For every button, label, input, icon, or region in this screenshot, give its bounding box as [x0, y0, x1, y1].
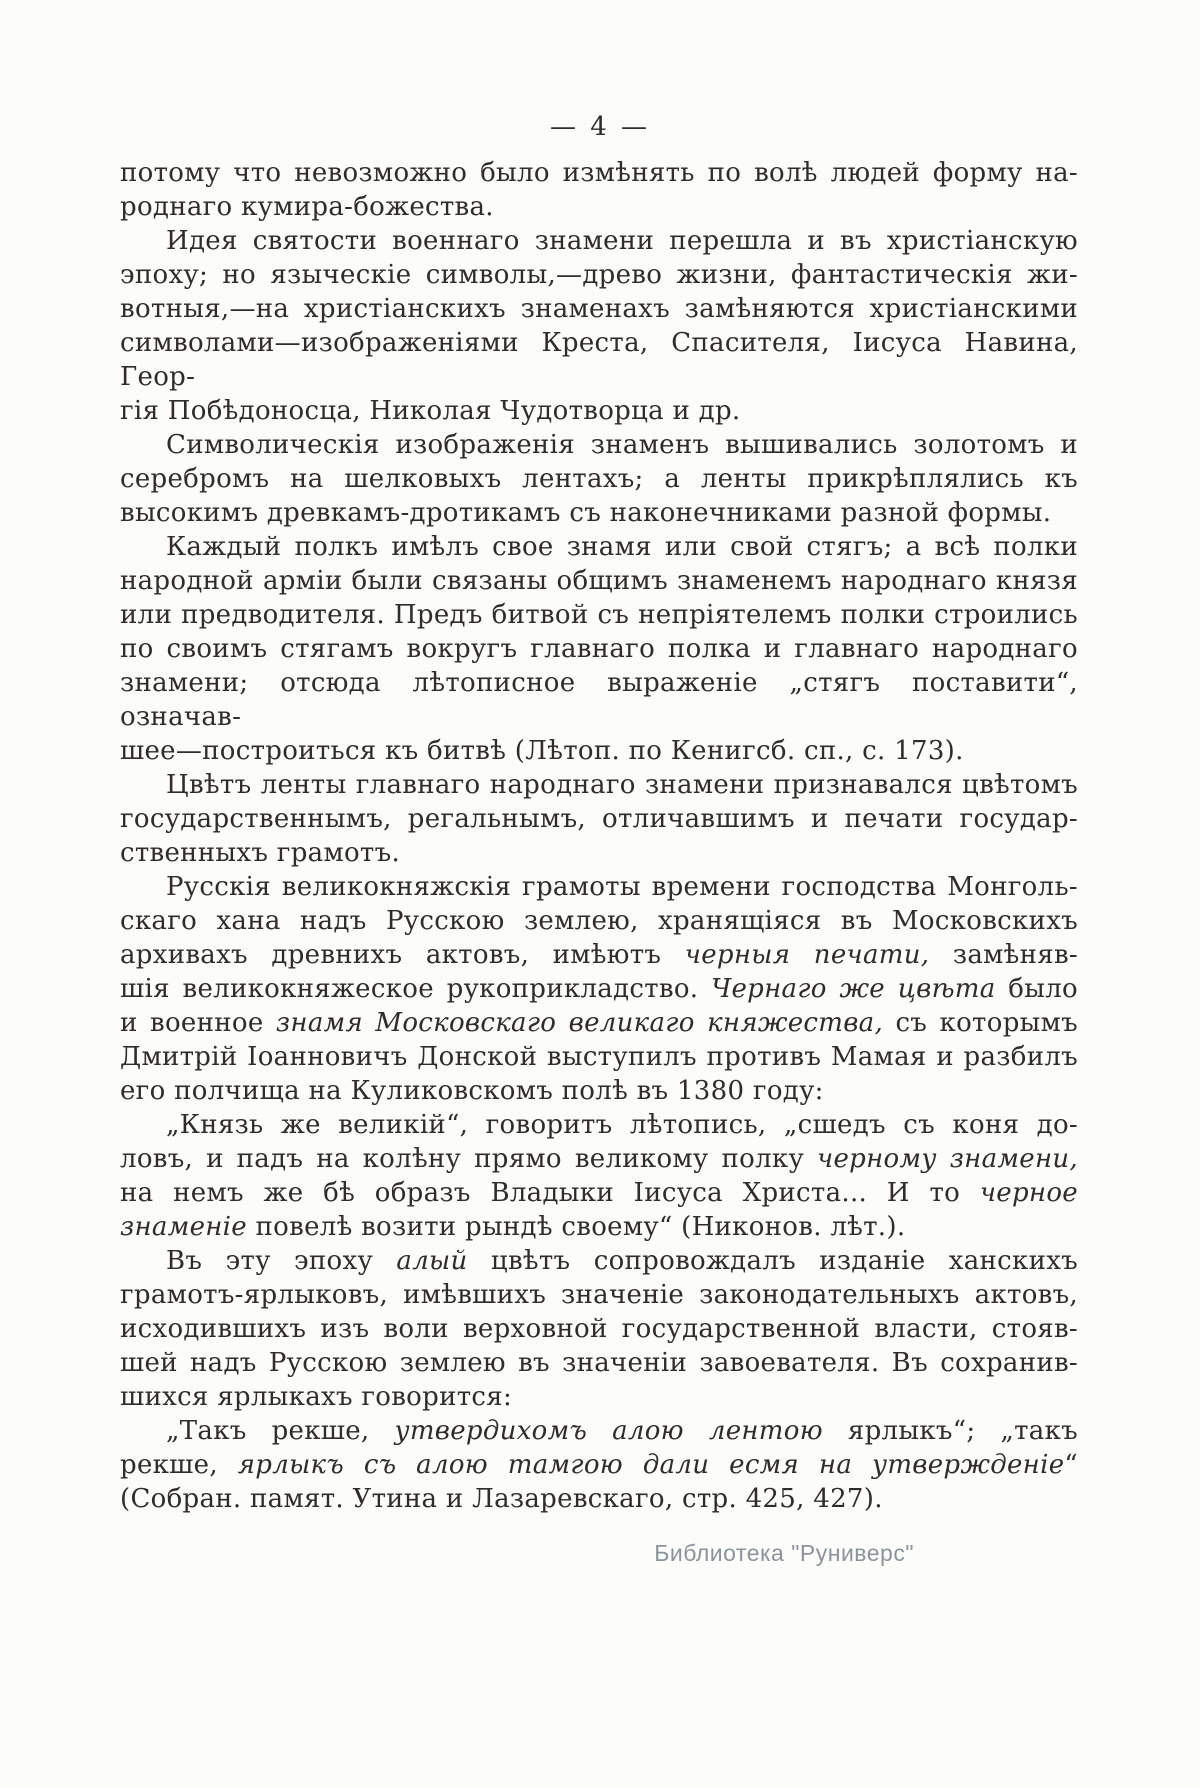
- text-line: [120, 564, 1078, 598]
- text-run: грамотъ-ярлыковъ, имѣвшихъ значеніе законодательныхъ актовъ,: [120, 1280, 1078, 1310]
- text-run: (Собран. памят. Утина и Лазаревскаго, стр. 425, 427).: [120, 1484, 883, 1514]
- text-run: роднаго кумира-божества.: [120, 192, 494, 222]
- paragraph: [120, 1108, 1078, 1244]
- text-block: [120, 156, 1078, 1516]
- text-run: шихся ярлыкахъ говорится:: [120, 1382, 513, 1412]
- text-run: скаго хана надъ Русскою землею, хранящіяся въ Московскихъ: [120, 906, 1078, 936]
- text-run: гія Побѣдоносца, Николая Чудотворца и др.: [120, 396, 741, 426]
- text-run: было: [995, 974, 1079, 1004]
- text-line: [120, 1414, 1078, 1448]
- text-line: [120, 938, 1078, 972]
- text-run: государственнымъ, регальнымъ, отличавшимъ и печати государ-: [120, 804, 1078, 834]
- text-line: [120, 394, 1078, 428]
- text-run: эпоху; но языческіе символы,—древо жизни, фантастическія жи-: [120, 260, 1078, 290]
- text-run: шее—построиться къ битвѣ (Лѣтоп. по Кенигсб. сп., с. 173).: [120, 736, 964, 766]
- text-line: [120, 1006, 1078, 1040]
- text-line: [120, 666, 1078, 734]
- library-watermark: Библиотека "Руниверс": [654, 1540, 914, 1566]
- text-run: съ которымъ: [883, 1008, 1078, 1038]
- paragraph: [120, 428, 1078, 530]
- text-run: „Такъ рекше,: [166, 1416, 395, 1446]
- text-line: [120, 1142, 1078, 1176]
- text-line: [120, 292, 1078, 326]
- text-run: народной арміи были связаны общимъ знаменемъ народнаго князя: [120, 566, 1078, 596]
- italic-text-run: знаменіе: [120, 1212, 247, 1242]
- text-run: Русскія великокняжскія грамоты времени господства Монголь-: [166, 872, 1078, 902]
- text-run: вотныя,—на христіанскихъ знаменахъ замѣняются христіанскими: [120, 294, 1078, 324]
- text-line: [120, 428, 1078, 462]
- italic-text-run: черному знамени,: [817, 1144, 1078, 1174]
- text-run: потому что невозможно было измѣнять по волѣ людей форму на-: [120, 158, 1078, 188]
- text-run: Въ эту эпоху: [166, 1246, 397, 1276]
- text-line: [120, 904, 1078, 938]
- text-line: [120, 802, 1078, 836]
- text-run: “: [1064, 1450, 1078, 1480]
- paragraph: [120, 1244, 1078, 1414]
- text-line: [120, 1448, 1078, 1482]
- text-run: исходившихъ изъ воли верховной государственной власти, стояв-: [120, 1314, 1078, 1344]
- text-line: [120, 1074, 1078, 1108]
- text-run: и военное: [120, 1008, 276, 1038]
- italic-text-run: алый: [396, 1246, 468, 1276]
- page-number: — 4 —: [549, 112, 651, 142]
- italic-text-run: знамя Московскаго великаго княжества,: [275, 1008, 884, 1038]
- paragraph: [120, 1414, 1078, 1516]
- text-run: высокимъ древкамъ-дротикамъ съ наконечниками разной формы.: [120, 498, 1052, 528]
- italic-text-run: утвердихомъ алою лентою: [394, 1416, 823, 1446]
- text-line: [120, 224, 1078, 258]
- text-line: [120, 1312, 1078, 1346]
- text-run: Дмитрій Іоанновичъ Донской выступилъ противъ Мамая и разбилъ: [120, 1042, 1078, 1072]
- text-line: [120, 1108, 1078, 1142]
- text-line: [120, 496, 1078, 530]
- text-run: по своимъ стягамъ вокругъ главнаго полка и главнаго народнаго: [120, 634, 1078, 664]
- text-line: [120, 1040, 1078, 1074]
- text-run: знамени; отсюда лѣтописное выраженіе „стягъ поставити“, означав-: [120, 668, 1078, 732]
- italic-text-run: ярлыкъ съ алою тамгою дали есмя на утвержденіе: [237, 1450, 1065, 1480]
- text-run: Идея святости военнаго знамени перешла и въ христіанскую: [166, 226, 1078, 256]
- text-line: [120, 1278, 1078, 1312]
- text-line: [120, 1380, 1078, 1414]
- text-line: [120, 1346, 1078, 1380]
- text-line: [120, 836, 1078, 870]
- text-run: Каждый полкъ имѣлъ свое знамя или свой стягъ; а всѣ полки: [166, 532, 1078, 562]
- paragraph: [120, 224, 1078, 428]
- text-line: [120, 1482, 1078, 1516]
- text-line: [120, 326, 1078, 394]
- text-line: [120, 258, 1078, 292]
- italic-text-run: Чернаго же цвѣта: [711, 974, 996, 1004]
- text-run: повелѣ возити рындѣ своему“ (Никонов. лѣт.).: [246, 1212, 906, 1242]
- paragraph: [120, 870, 1078, 1108]
- text-run: Символическія изображенія знаменъ вышивались золотомъ и: [166, 430, 1078, 460]
- text-run: архивахъ древнихъ актовъ, имѣютъ: [120, 940, 685, 970]
- text-line: [120, 768, 1078, 802]
- text-run: шія великокняжеское рукоприкладство.: [120, 974, 712, 1004]
- text-line: [120, 1244, 1078, 1278]
- paragraph: [120, 530, 1078, 768]
- text-line: [120, 1210, 1078, 1244]
- text-run: замѣняв-: [929, 940, 1078, 970]
- text-run: ярлыкъ“; „такъ: [822, 1416, 1078, 1446]
- text-line: [120, 972, 1078, 1006]
- text-line: [120, 190, 1078, 224]
- text-run: рекше,: [120, 1450, 238, 1480]
- italic-text-run: черныя печати,: [684, 940, 930, 970]
- text-line: [120, 598, 1078, 632]
- text-run: ственныхъ грамотъ.: [120, 838, 401, 868]
- italic-text-run: черное: [979, 1178, 1078, 1208]
- text-line: [120, 1176, 1078, 1210]
- text-line: [120, 462, 1078, 496]
- text-run: „Князь же великій“, говоритъ лѣтопись, „сшедъ съ коня до-: [166, 1110, 1078, 1140]
- text-line: [120, 530, 1078, 564]
- text-run: цвѣтъ сопровождалъ изданіе ханскихъ: [467, 1246, 1079, 1276]
- text-run: ловъ, и падъ на колѣну прямо великому полку: [120, 1144, 818, 1174]
- paragraph: [120, 156, 1078, 224]
- text-run: серебромъ на шелковыхъ лентахъ; а ленты прикрѣплялись къ: [120, 464, 1078, 494]
- text-line: [120, 156, 1078, 190]
- text-line: [120, 870, 1078, 904]
- text-line: [120, 632, 1078, 666]
- text-run: символами—изображеніями Креста, Спасителя, Іисуса Навина, Геор-: [120, 328, 1078, 392]
- text-run: его полчища на Куликовскомъ полѣ въ 1380 году:: [120, 1076, 824, 1106]
- text-run: Цвѣтъ ленты главнаго народнаго знамени признавался цвѣтомъ: [166, 770, 1078, 800]
- text-run: или предводителя. Предъ битвой съ непріятелемъ полки строились: [120, 600, 1078, 630]
- text-run: шей надъ Русскою землею въ значеніи завоевателя. Въ сохранив-: [120, 1348, 1078, 1378]
- paragraph: [120, 768, 1078, 870]
- text-line: [120, 734, 1078, 768]
- text-run: на немъ же бѣ образъ Владыки Іисуса Христа... И то: [120, 1178, 980, 1208]
